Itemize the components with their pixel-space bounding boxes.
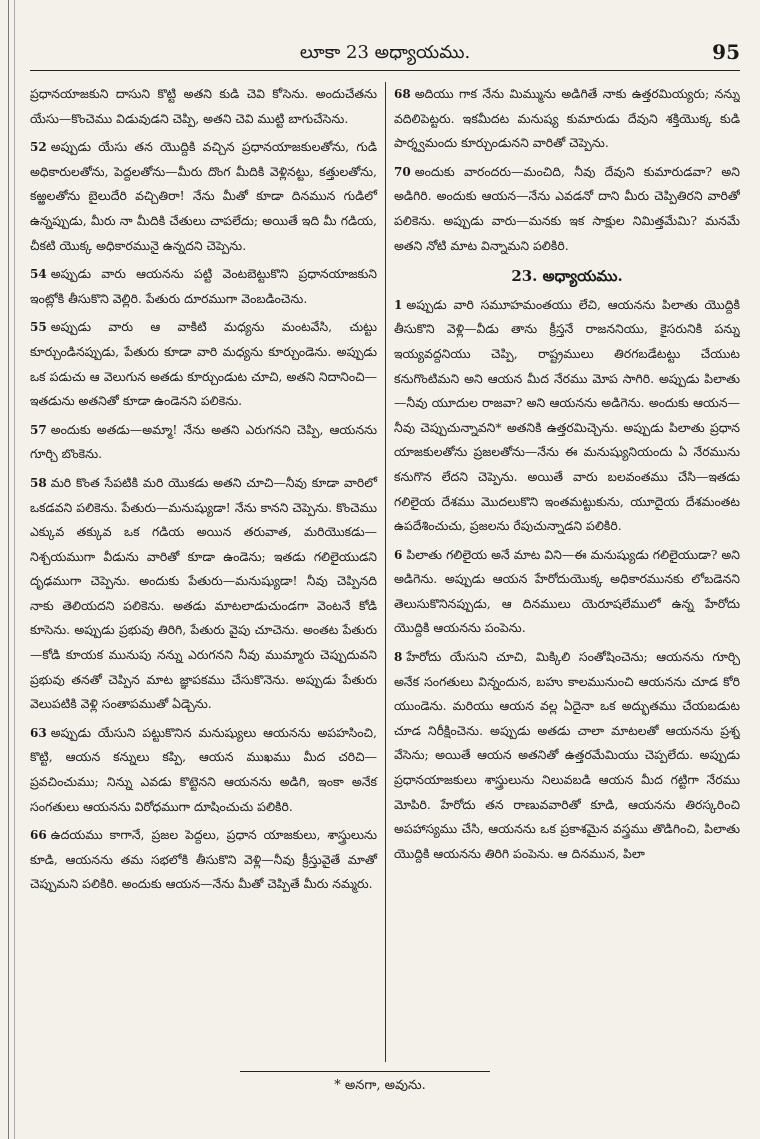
binding-edge-line (8, 0, 9, 1139)
verse-paragraph (30, 418, 377, 467)
verse-paragraph (394, 543, 740, 641)
verse-paragraph (30, 721, 377, 819)
verse-number: 68 (394, 87, 411, 101)
right-column-verses-before (394, 82, 740, 258)
verse-text: అందుకు వారందరు—మంచిది, నీవు దేవుని కుమారుడవా? అని అడిగిరి. అందుకు ఆయన—నేను ఎవడనో దాని మీరు చెప్పితిరని వారితో పలికెను. అప్పుడు వారు—మనకు ఇక సాక్షుల నిమిత్తమేమి? మనమే అతని నోటి మాట విన్నామని పలికిరి. (394, 163, 740, 253)
verse-text: అప్పుడు యేసు తన యొద్దికి వచ్చిన ప్రధానయాజకులతోను, గుడి అధికారులతోను, పెద్దలతోను—మీరు దొంగ మీదికి వెళ్లినట్టు, కత్తులతోను, కఱ్ఱలతోను బైలుదేరి వచ్చితిరా! నేను మీతో కూడా దినమున గుడిలో ఉన్నప్పుడు, మీరు నా మీదికి చేతులు చాపలేదు; అయితే ఇది మీ గడియ, చీకటి యొక్క అధికారమునై ఉన్నదని చెప్పెను. (30, 139, 377, 253)
footnote-divider (240, 1071, 490, 1072)
verse-text: పిలాతు గలిలైయ అనే మాట విని—ఈ మనుష్యుడు గలిలైయుడా? అని అడిగెను. అప్పుడు ఆయన హేరోదుయొక్క అధికారమునకు లోబడెనని తెలుసుకొనినప్పుడు, ఆ దినములు యెరూషలేములో ఉన్న హేరోదు యొద్దికి ఆయనను పంపెను. (394, 546, 740, 636)
verse-text: అదియు గాక నేను మిమ్మును అడిగితే నాకు ఉత్తరమియ్యరు; నన్ను వదిలిపెట్టరు. ఇకమీదట మనుష్య కుమారుడు దేవుని శక్తియొక్క కుడి పార్శ్వమందు కూర్చుండునని వారితో చెప్పెను. (394, 86, 740, 151)
verse-text: అప్పుడు వారు ఆయనను పట్టి వెంటబెట్టుకొని ప్రధానయాజకుని ఇంట్లోకి తీసుకొని వెల్లిరి. పేతురు దూరముగా వెంబడించెను. (30, 266, 377, 306)
verse-paragraph (394, 160, 740, 258)
verse-text: హేరోదు యేసుని చూచి, మిక్కిలి సంతోషించెను; ఆయనను గూర్చి అనేక సంగతులు విన్నందున, బహు కాలమునుంచి ఆయనను చూడ కోరి యుండెను. మరియు ఆయన వల్ల ఏదైనా ఒక అద్భుతము చేయబడుట చూడ నిరీక్షించెను. అప్పుడు అతడు చాలా మాటలతో ఆయనను ప్రశ్న వేసెను; అయితే ఆయన అతనితో ఉత్తరమేమియు చెప్పలేదు. అప్పుడు ప్రధానయాజకులు శాస్త్రులును నిలువబడి ఆయన మీద గట్టిగా నేరము మోపిరి. హేరోదు తన రాణువవారితో కూడి, ఆయనను తిరస్కరించి అపహాస్యము చేసి, ఆయనను ఒక ప్రకాశమైన వస్త్రము తొడిగించి, పిలాతు యొద్దికి ఆయనను తిరిగి పంపెను. ఆ దినమున, పిలా (394, 649, 740, 861)
footnote: * అనగా, అవును. (334, 1078, 426, 1093)
left-column (30, 82, 385, 1062)
verse-paragraph (30, 823, 377, 897)
verse-number: 1 (394, 297, 403, 312)
page-number: 95 (712, 40, 740, 64)
verse-paragraph (30, 315, 377, 413)
verse-text: అప్పుడు వారి సమూహమంతయు లేచి, ఆయనను పిలాతు యొద్దికి తీసుకొని వెళ్లి—వీడు తాను క్రీస్తనే రాజననియు, కైసరునికి పన్ను ఇయ్యవద్దనియు చెప్పి, రాష్ట్రములు తిరగబడేటట్టు చేయుట కనుగొంటిమని అని ఆయన మీద నేరము మోప సాగిరి. అప్పుడు పిలాతు—నీవు యూదుల రాజవా? అని ఆయనను అడిగెను. అందుకు ఆయన—నీవు చెప్పుచున్నావని* అతనికి ఉత్తరమిచ్చెను. అప్పుడు పిలాతు ప్రధాన యాజకులతోను ప్రజలతోను—నేను ఈ మనుష్యునియందు ఏ నేరమును కనుగొన లేదని చెప్పెను. అయితే వారు బలవంతము చేసి—ఇతడు గలిలైయ దేశము మొదలుకొని ఇంతమట్టుకును, యూదైయ దేశమంతట ఉపదేశించుచు, ప్రజలను రేపుచున్నాడని పలికిరి. (394, 296, 740, 534)
verse-text: అప్పుడు యేసుని పట్టుకొనిన మనుష్యులు ఆయనను అపహసించి, కొట్టి, ఆయన కన్నులు కప్పి, ఆయన ముఖము మీద చరిచి—ప్రవచించుము; నిన్ను ఎవడు కొట్టెనని ఆయనను అడిగి, ఇంకా అనేక సంగతులు ఆయనను విరోధముగా దూషించుచు పలికిరి. (30, 724, 377, 814)
verse-paragraph (30, 471, 377, 717)
verse-number: 63 (30, 725, 47, 740)
verse-number: 58 (30, 475, 47, 490)
verse-paragraph (30, 135, 377, 258)
verse-number: 66 (30, 828, 47, 843)
text-columns (30, 82, 740, 1062)
right-column-verses-after (394, 293, 740, 867)
running-header (30, 38, 740, 71)
verse-number: 8 (394, 650, 403, 665)
verse-number: 54 (30, 267, 47, 282)
verse-text: అప్పుడు వారు ఆ వాకిటి మధ్యను మంటవేసి, చుట్టు కూర్చుండినప్పుడు, పేతురు కూడా వారి మధ్యను కూర్చుండెను. అప్పుడు ఒక పడుచు ఆ వెలుగున అతడు కూర్చుండుట చూచి, అతని నిదానించి—ఇతడును అతనితో కూడా ఉండెనని పలికెను. (30, 319, 377, 409)
verse-paragraph (394, 82, 740, 156)
verse-number: 6 (394, 547, 403, 562)
verse-paragraph (394, 645, 740, 866)
page-title: లూకా 23 అధ్యాయము. (299, 42, 471, 63)
verse-text: ప్రధానయాజకుని దాసుని కొట్టి అతని కుడి చెవి కోసెను. అందుచేతను యేసు—కొంచెము విడువుడని చెప్పి, అతని చెవి ముట్టి బాగుచేసెను. (30, 86, 377, 126)
verse-number: 52 (30, 140, 47, 155)
binding-edge-line-inner (14, 0, 15, 1139)
right-column (385, 82, 740, 1062)
verse-paragraph (30, 262, 377, 311)
verse-paragraph (30, 82, 377, 131)
verse-paragraph (394, 293, 740, 539)
verse-number: 55 (30, 320, 47, 335)
verse-number: 70 (394, 164, 411, 179)
verse-text: మరి కొంత సేపటికి మరి యొకడు అతని చూచి—నీవు కూడా వారిలో ఒకడవని పలికెను. పేతురు—మనుష్యుడా! నేను కానని చెప్పెను. కొంచెము ఎక్కువ తక్కువ ఒక గడియ అయిన తరువాత, మరియొకడు—నిశ్చయముగా వీడును వారితో కూడా ఉండెను; ఇతడు గలిలైయుడని దృఢముగా చెప్పెను. అందుకు పేతురు—మనుష్యుడా! నీవు చెప్పినది నాకు తెలియదని పలికెను. అతడు మాటలాడుచుండగా వెంటనే కోడి కూసెను. అప్పుడు ప్రభువు తిరిగి, పేతురు వైపు చూచెను. అంతట పేతురు—కోడి కూయక మునుపు నన్ను ఎరుగనని నీవు ముమ్మారు చెప్పుదువని ప్రభువు తనతో చెప్పిన మాట జ్ఞాపకము చేసుకొనెను. అప్పుడు పేతురు వెలుపటికి వెళ్లి సంతాపముతో ఏడ్చెను. (30, 474, 377, 712)
verse-number: 57 (30, 422, 47, 437)
chapter-heading: 23. అధ్యాయము. (511, 267, 623, 286)
verse-text: ఉదయము కాగానే, ప్రజల పెద్దలు, ప్రధాన యాజకులు, శాస్త్రులును కూడి, ఆయనను తమ సభలోకి తీసుకొని వెళ్లి—నీవు క్రీస్తువైతే మాతో చెప్పుమని పలికిరి. అందుకు ఆయన—నేను మీతో చెప్పితే మీరు నమ్మరు. (30, 827, 377, 892)
verse-text: అందుకు అతడు—అమ్మా! నేను అతని ఎరుగనని చెప్పి, ఆయనను గూర్చి బొంకెను. (30, 421, 377, 462)
